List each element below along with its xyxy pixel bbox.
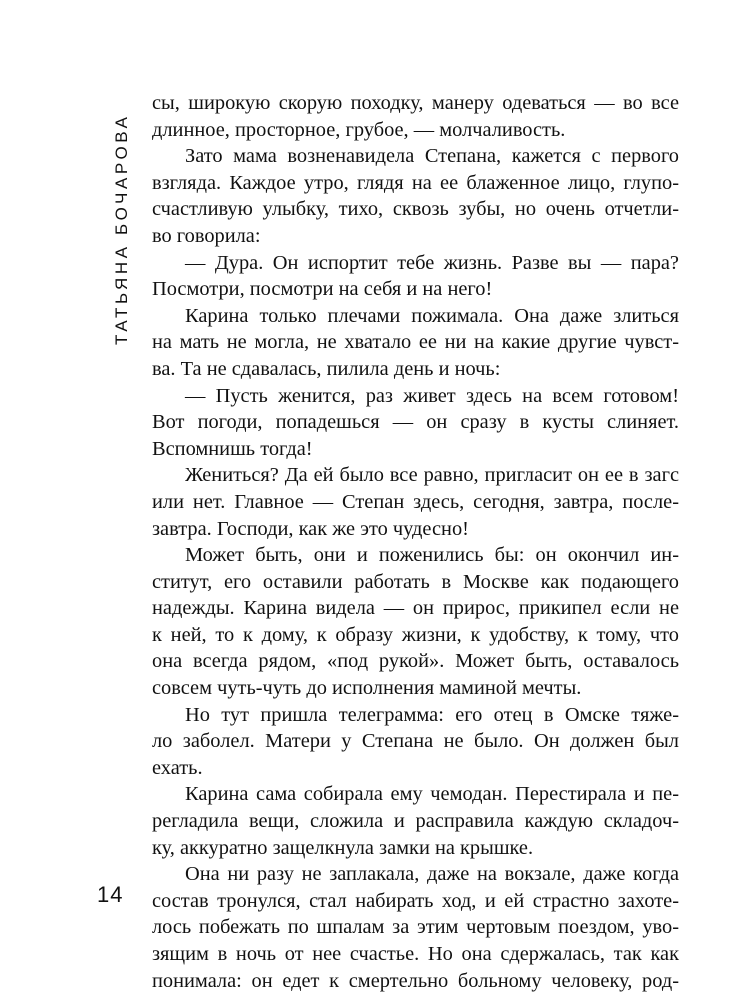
body-text bbox=[152, 90, 679, 994]
text-line: Вот погоди, попадешься — он сразу в кусты слиняет. bbox=[152, 411, 679, 434]
text-line: Но тут пришла телеграмма: его отец в Омске тяже- bbox=[185, 703, 679, 726]
text-line: Зато мама возненавидела Степана, кажется с первого bbox=[185, 145, 679, 168]
text-line: счастливую улыбку, тихо, сквозь зубы, но очень отчетли- bbox=[152, 198, 679, 221]
text-line: длинное, просторное, грубое, — молчаливость. bbox=[152, 118, 566, 141]
text-line: взгляда. Каждое утро, глядя на ее блаженное лицо, глупо- bbox=[152, 171, 679, 194]
text-line: на мать не могла, не хватало ее ни на какие другие чувст- bbox=[152, 331, 679, 354]
text-line: ехать. bbox=[152, 756, 203, 779]
text-line: Карина только плечами пожимала. Она даже злиться bbox=[185, 304, 679, 327]
text-line: лось побежать по шпалам за этим чертовым поездом, уво- bbox=[152, 916, 679, 939]
text-line: зящим в ночь от нее счастье. Но она сдержалась, так как bbox=[152, 943, 679, 965]
text-line: сы, широкую скорую походку, манеру одеваться — во все bbox=[152, 92, 679, 114]
text-line: совсем чуть-чуть до исполнения маминой мечты. bbox=[152, 677, 582, 700]
text-line: к ней, то к дому, к образу жизни, к удобству, к тому, что bbox=[152, 623, 679, 646]
text-line: понимала: он едет к смертельно больному человеку, род- bbox=[152, 969, 679, 992]
text-line: она всегда рядом, «под рукой». Может быть, оставалось bbox=[152, 650, 679, 673]
text-line: — Пусть женится, раз живет здесь на всем готовом! bbox=[185, 384, 679, 407]
text-line: ва. Та не сдавалась, пилила день и ночь: bbox=[152, 357, 501, 380]
text-line: Вспомнишь тогда! bbox=[152, 437, 313, 460]
text-line: во говорила: bbox=[152, 224, 261, 247]
text-line: регладила вещи, сложила и расправила каждую складоч- bbox=[152, 810, 679, 833]
page-number: 14 bbox=[97, 882, 124, 907]
text-line: Карина сама собирала ему чемодан. Перестирала и пе- bbox=[185, 783, 679, 806]
text-line: завтра. Господи, как же это чудесно! bbox=[152, 517, 469, 540]
text-line: или нет. Главное — Степан здесь, сегодня, завтра, после- bbox=[152, 490, 679, 513]
text-line: — Дура. Он испортит тебе жизнь. Разве вы — пара? bbox=[185, 251, 679, 274]
text-line: ститут, его оставили работать в Москве как подающего bbox=[152, 570, 679, 593]
running-head: ТАТЬЯНА БОЧАРОВА bbox=[112, 113, 131, 345]
text-line: состав тронулся, стал набирать ход, и ей страстно захоте- bbox=[152, 889, 679, 912]
text-line: ло заболел. Матери у Степана не было. Он должен был bbox=[152, 730, 679, 753]
text-line: Посмотри, посмотри на себя и на него! bbox=[152, 278, 493, 301]
text-line: Может быть, они и поженились бы: он окончил ин- bbox=[185, 544, 679, 567]
text-line: надежды. Карина видела — он прирос, прикипел если не bbox=[152, 597, 679, 620]
text-line: Она ни разу не заплакала, даже на вокзале, даже когда bbox=[185, 863, 679, 886]
text-line: Жениться? Да ей было все равно, пригласит он ее в загс bbox=[185, 464, 679, 487]
text-line: ку, аккуратно защелкнула замки на крышке. bbox=[152, 836, 534, 859]
